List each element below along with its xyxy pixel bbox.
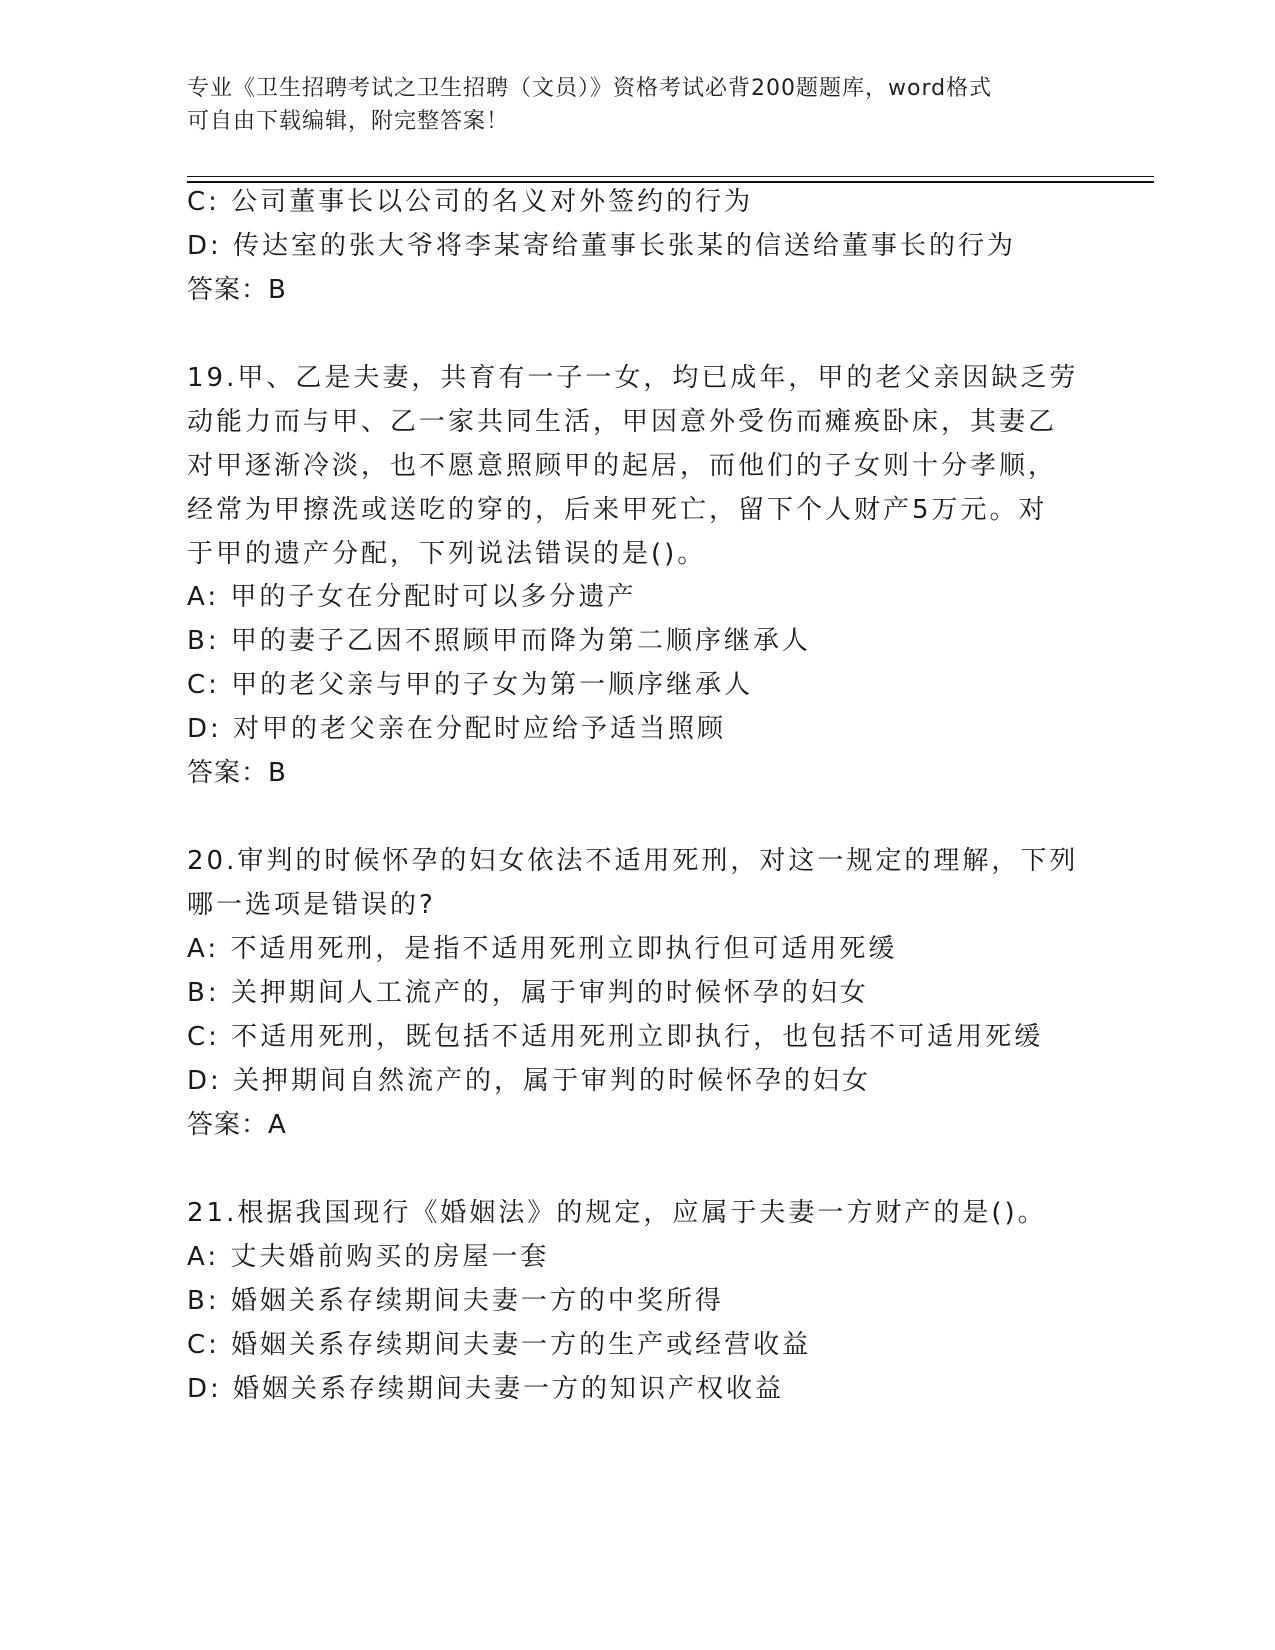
header-line-1: 专业《卫生招聘考试之卫生招聘（文员）》资格考试必背200题题库，word格式 [187,76,993,101]
q19-answer: 答案：B [187,758,287,788]
q20-option-d: D: 关押期间自然流产的，属于审判的时候怀孕的妇女 [187,1066,872,1096]
q19-stem-line-3: 对甲逐渐冷淡，也不愿意照顾甲的起居，而他们的子女则十分孝顺， [187,451,1058,481]
header-divider-thin [187,176,1154,177]
q21-option-c: C: 婚姻关系存续期间夫妻一方的生产或经营收益 [187,1330,812,1360]
q20-option-b: B: 关押期间人工流产的，属于审判的时候怀孕的妇女 [187,978,869,1008]
q18-option-d: D: 传达室的张大爷将李某寄给董事长张某的信送给董事长的行为 [187,231,1017,261]
q21-stem-line-1: 21.根据我国现行《婚姻法》的规定，应属于夫妻一方财产的是()。 [187,1198,1047,1228]
q21-option-a: A: 丈夫婚前购买的房屋一套 [187,1242,550,1272]
q19-option-c: C: 甲的老父亲与甲的子女为第一顺序继承人 [187,670,754,700]
q18-option-c: C: 公司董事长以公司的名义对外签约的行为 [187,187,754,217]
q19-option-a: A: 甲的子女在分配时可以多分遗产 [187,582,637,612]
q19-option-d: D: 对甲的老父亲在分配时应给予适当照顾 [187,714,727,744]
q20-option-c: C: 不适用死刑，既包括不适用死刑立即执行，也包括不可适用死缓 [187,1022,1044,1052]
q21-option-d: D: 婚姻关系存续期间夫妻一方的知识产权收益 [187,1374,785,1404]
q19-stem-line-4: 经常为甲擦洗或送吃的穿的，后来甲死亡，留下个人财产5万元。对 [187,495,1048,525]
document-header [187,72,1087,138]
q21-option-b: B: 婚姻关系存续期间夫妻一方的中奖所得 [187,1286,724,1316]
q19-stem-line-2: 动能力而与甲、乙一家共同生活，甲因意外受伤而瘫痪卧床，其妻乙 [187,407,1058,437]
q20-option-a: A: 不适用死刑，是指不适用死刑立即执行但可适用死缓 [187,934,898,964]
q20-stem-line-2: 哪一选项是错误的? [187,890,436,920]
header-divider-thick [187,181,1154,183]
q20-stem-line-1: 20.审判的时候怀孕的妇女依法不适用死刑，对这一规定的理解，下列 [187,846,1079,876]
q20-answer: 答案：A [187,1110,287,1140]
header-line-2: 可自由下载编辑，附完整答案！ [187,109,510,134]
q19-stem-line-5: 于甲的遗产分配，下列说法错误的是()。 [187,539,707,569]
q19-stem-line-1: 19.甲、乙是夫妻，共育有一子一女，均已成年，甲的老父亲因缺乏劳 [187,363,1079,393]
q18-answer: 答案：B [187,275,287,305]
q19-option-b: B: 甲的妻子乙因不照顾甲而降为第二顺序继承人 [187,626,811,656]
